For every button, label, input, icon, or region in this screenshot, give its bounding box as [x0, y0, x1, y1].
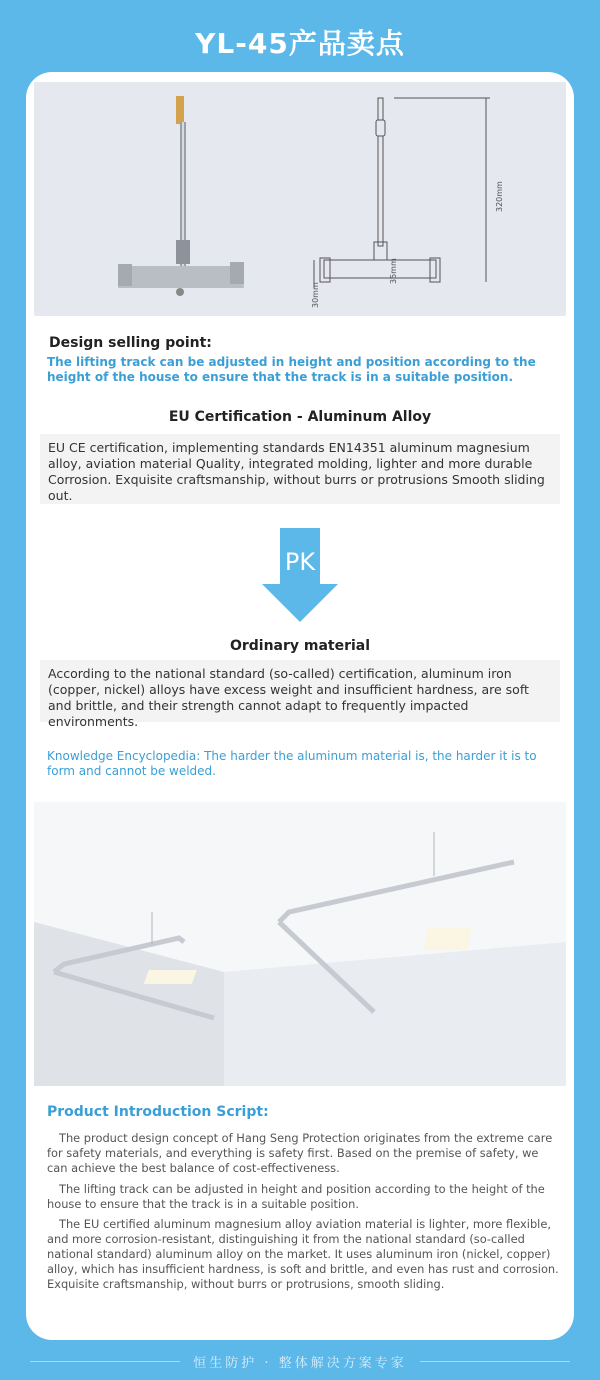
dim-base-label: 30mm: [311, 282, 320, 308]
dim-height-label: 320mm: [495, 181, 504, 212]
eu-heading: EU Certification - Aluminum Alloy: [168, 409, 432, 425]
pk-arrow-icon: [260, 528, 340, 624]
intro-paragraph-2: The lifting track can be adjusted in height and position according to the height of the house to ensure that the track is in a suitable position.: [47, 1182, 545, 1211]
technical-drawing: [314, 98, 490, 288]
intro-paragraph-1: The product design concept of Hang Seng Protection originates from the extreme care for safety materials, and everything is safety first. Based on the premise of safety, we can achieve the best balance of cost-effectiveness.: [47, 1131, 553, 1175]
product-image: [34, 82, 566, 316]
product-illustration: [34, 82, 566, 316]
intro-paragraph-3: The EU certified aluminum magnesium alloy aviation material is lighter, more flexible, and more corrosion-resistant, distinguishing it from the national standard (so-called national standard) aluminum alloy on the market. It uses aluminum iron (nickel, copper) alloy, which has insufficient hardness, is soft and brittle, and even has rust and corrosion. Exquisite craftsmanship, without burrs or protrusions, smooth sliding.: [47, 1217, 559, 1291]
intro-title: Product Introduction Script:: [47, 1104, 269, 1120]
ordinary-heading: Ordinary material: [229, 638, 371, 654]
design-text: The lifting track can be adjusted in height and position according to the height of the house to ensure that the track is in a suitable position.: [47, 355, 536, 384]
design-heading: Design selling point:: [49, 335, 212, 351]
pk-label: PK: [284, 548, 316, 576]
product-render: [118, 96, 244, 296]
ordinary-body: According to the national standard (so-called) certification, aluminum iron (copper, nickel) alloys have excess weight and insufficient hardness, are soft and brittle, and their strength cannot adapt to frequently impacted environments.: [40, 660, 560, 722]
page-title: YL-45产品卖点: [195, 27, 405, 60]
footer-tagline: 恒生防护 · 整体解决方案专家: [193, 1356, 407, 1371]
room-photo: [34, 802, 566, 1086]
eu-body: EU CE certification, implementing standards EN14351 aluminum magnesium alloy, aviation material Quality, integrated molding, lighter and more durable Corrosion. Exquisite craftsmanship, without burrs or protrusions Smooth sliding out.: [40, 434, 560, 504]
knowledge-text: Knowledge Encyclopedia: The harder the aluminum material is, the harder it is to form and cannot be welded.: [47, 749, 537, 778]
dim-mid-label: 35mm: [389, 258, 398, 284]
